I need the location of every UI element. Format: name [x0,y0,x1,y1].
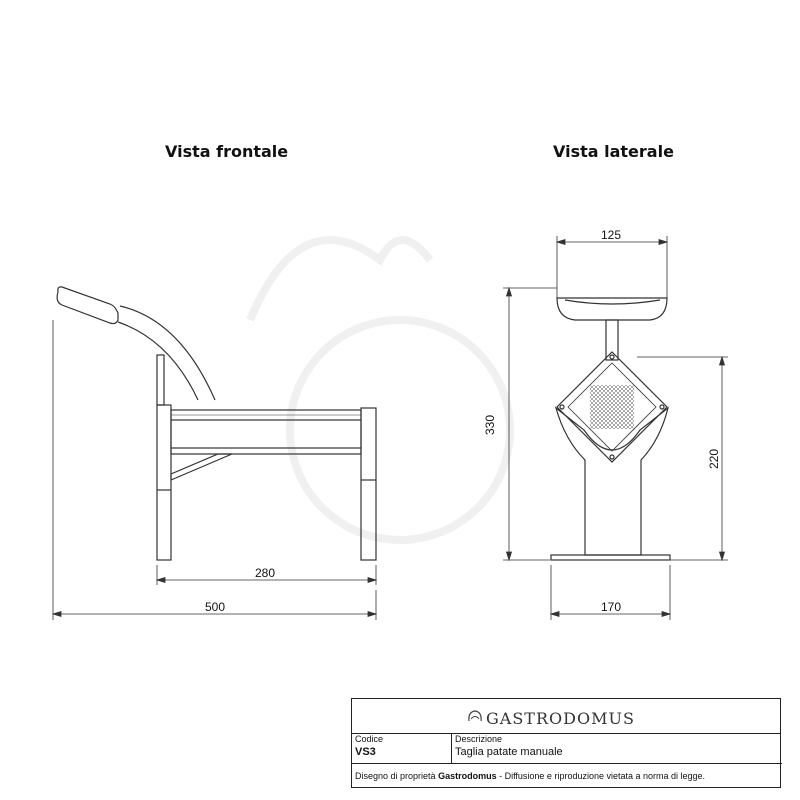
dim-front-inner-width: 280 [255,566,276,580]
footer-brand: Gastrodomus [438,771,497,781]
title-block-header [352,699,780,734]
code-value: VS3 [355,746,376,758]
dim-side-base-width: 170 [601,600,622,614]
side-dimensions [503,236,728,620]
footer-prefix: Disegno di proprietà [355,771,439,781]
side-base [551,555,670,560]
side-view [551,298,670,560]
description-value: Taglia patate manuale [455,746,563,758]
front-view-title: Vista frontale [165,142,289,161]
description-cell [452,733,782,764]
side-column [606,320,618,360]
front-crossbar [171,448,361,454]
dim-side-body-height: 220 [707,448,722,470]
dim-side-total-height: 330 [483,414,498,436]
front-view [57,287,376,560]
title-block [351,698,781,788]
front-left-upright [157,355,164,405]
front-brace [171,454,232,480]
code-cell [352,733,452,764]
side-view-title: Vista laterale [553,142,674,161]
front-dimensions [53,320,376,620]
gastrodomus-logo-icon [466,707,484,725]
side-plates [556,408,668,555]
footer-suffix: - Diffusione e riproduzione vietata a norma di legge. [496,771,706,781]
brand-name: GASTRODOMUS [486,709,635,728]
dim-side-top-width: 125 [601,228,622,242]
dim-front-total-width: 500 [205,600,226,614]
watermark-logo [250,240,510,540]
front-handle [57,287,118,324]
description-label: Descrizione [455,734,503,744]
code-label: Codice [355,734,384,744]
side-grid-mesh [590,385,634,429]
ownership-notice [355,771,705,781]
